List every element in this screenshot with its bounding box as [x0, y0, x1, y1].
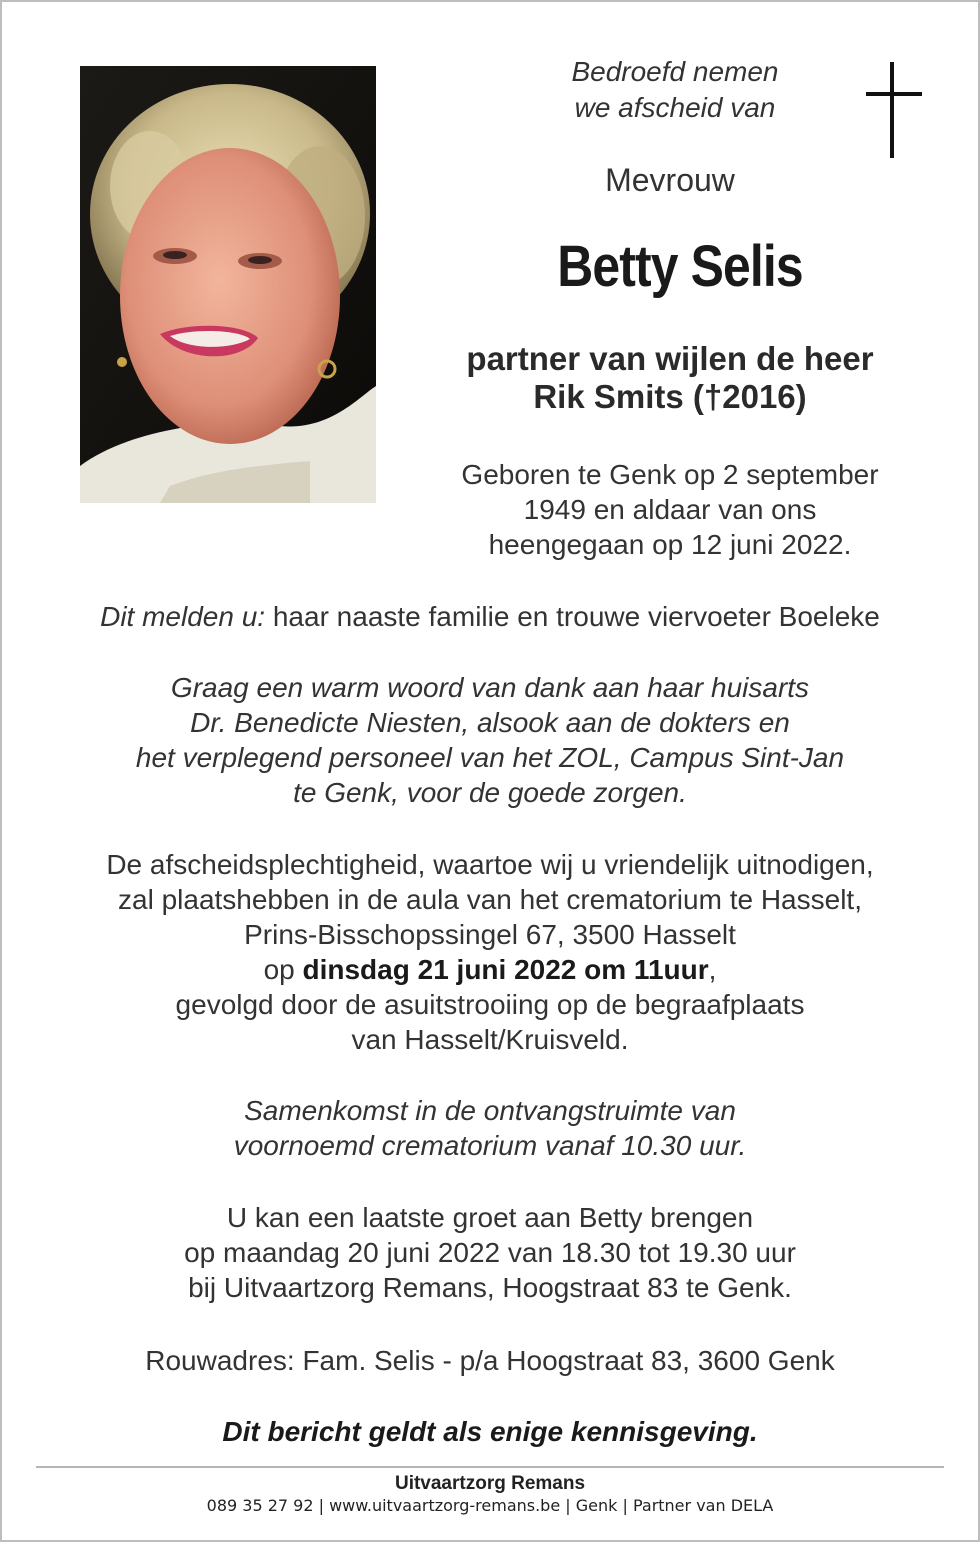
mourning-address: Rouwadres: Fam. Selis - p/a Hoogstraat 83, 3600 Genk	[145, 1345, 835, 1376]
birth-death-text: Geboren te Genk op 2 september 1949 en aldaar van ons heengegaan op 12 juni 2022.	[461, 459, 879, 560]
funeral-company-contact: 089 35 27 92 | www.uitvaartzorg-remans.be | Genk | Partner van DELA	[206, 1496, 774, 1515]
ceremony-text: De afscheidsplechtigheid, waartoe wij u vriendelijk uitnodigen, zal plaatshebben in de aula van het crematorium te Hasselt, Prins-Bisschopssingel 67, 3500 Hasselt op dinsdag 21 juni 2022 om 11uur, gevolgd door de asuitstrooiing op de begraafplaats van Hasselt/Kruisveld.	[20, 847, 960, 1057]
funeral-company-name: Uitvaartzorg Remans	[394, 1473, 586, 1494]
footer-divider	[36, 1466, 944, 1468]
ceremony-date: dinsdag 21 juni 2022 om 11uur	[302, 954, 709, 985]
family-notice	[0, 599, 980, 635]
thanks-text: Graag een warm woord van dank aan haar huisarts Dr. Benedicte Niesten, alsook aan de dokters en het verplegend personeel van het ZOL, Campus Sint-Jan te Genk, voor de goede zorgen.	[135, 672, 845, 808]
cross-icon	[866, 62, 922, 158]
intro-text: Bedroefd nemen we afscheid van	[571, 56, 779, 123]
family-notice-text: haar naaste familie en trouwe viervoeter Boeleke	[265, 601, 880, 632]
gathering-text: Samenkomst in de ontvangstruimte van voornoemd crematorium vanaf 10.30 uur.	[233, 1095, 747, 1161]
sole-notice: Dit bericht geldt als enige kennisgeving.	[222, 1416, 758, 1447]
deceased-name: Betty Selis	[557, 234, 803, 299]
family-notice-label: Dit melden u:	[100, 601, 266, 632]
portrait-photo	[80, 66, 376, 503]
ceremony-date-line: op dinsdag 21 juni 2022 om 11uur,	[263, 954, 717, 985]
partner-text: partner van wijlen de heer Rik Smits (†2016)	[466, 340, 874, 415]
visitation-text: U kan een laatste groet aan Betty brengen op maandag 20 juni 2022 van 18.30 tot 19.30 uur bij Uitvaartzorg Remans, Hoogstraat 83 te Genk.	[184, 1202, 796, 1303]
title-mevrouw: Mevrouw	[605, 162, 735, 198]
